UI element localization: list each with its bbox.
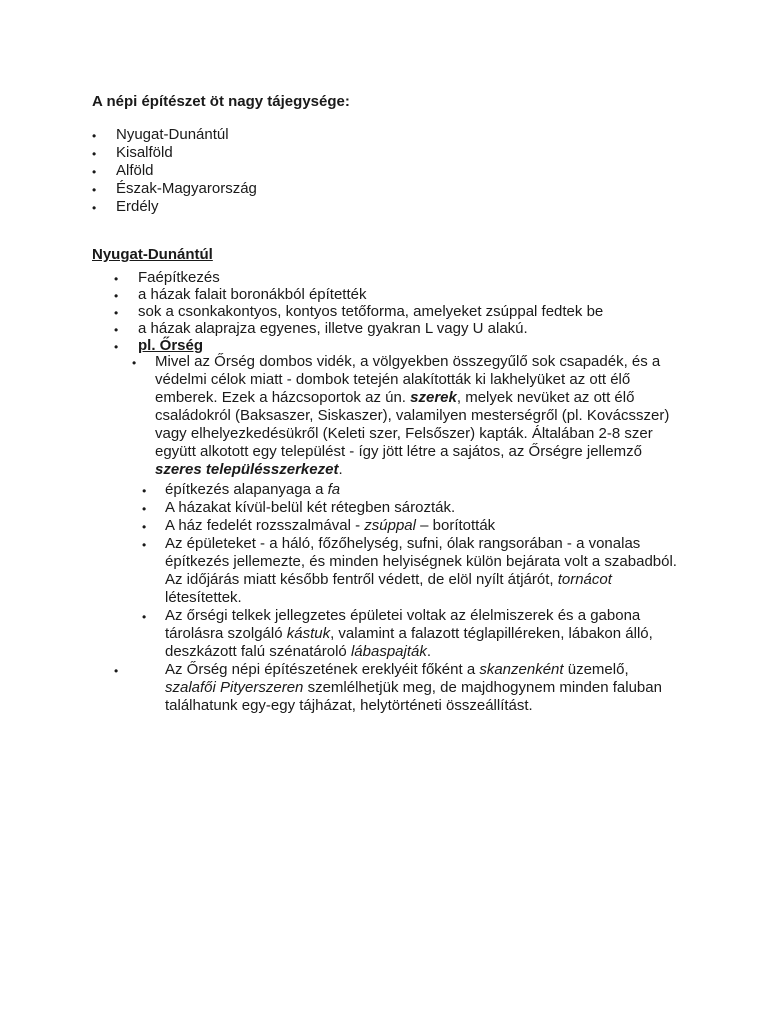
bullet-icon: • — [142, 484, 147, 498]
bullet-icon: • — [142, 502, 147, 516]
text-run: szemlélhetjük meg, de majdhogynem minden faluban találhatunk egy-egy tájházat, helytörténeti összeállítást. — [165, 679, 662, 714]
region-item: Nyugat-Dunántúl — [116, 126, 229, 143]
emphasis: szerek — [410, 389, 457, 406]
text-run: Az épületeket - a háló, főzőhelység, sufni, ólak rangsorában - a vonalas építkezés jellemezte, és minden helyiségnek külön bejárata volt a szabadból. Az időjárás miatt később fentről védett, de elöl nyílt átjárót, — [165, 535, 677, 588]
bullet-icon: • — [92, 201, 97, 215]
bullet-icon: • — [142, 610, 147, 624]
sub-item — [165, 535, 685, 607]
text-run: Az őrségi telkek jellegzetes épületei voltak az élelmiszerek és a gabona tárolásra szolgáló — [165, 607, 641, 642]
text-run: , valamint a falazott téglapilléreken, lábakon álló, deszkázott falú szénatároló — [165, 625, 653, 660]
orseg-paragraph — [155, 353, 675, 479]
region-item: Észak-Magyarország — [116, 180, 257, 197]
emphasis: lábaspajták — [350, 643, 427, 660]
section-point: Faépítkezés — [138, 269, 220, 286]
example-label: pl. Őrség — [138, 337, 204, 354]
bullet-icon: • — [132, 356, 137, 370]
bullet-icon: • — [114, 340, 119, 354]
emphasis: fa — [327, 481, 341, 498]
sub-item — [165, 499, 685, 517]
final-paragraph — [165, 661, 670, 715]
emphasis: zsúppal — [364, 517, 416, 534]
text-run: üzemelő, — [563, 661, 629, 678]
sub-item — [165, 607, 685, 661]
emphasis: kástuk — [286, 625, 331, 642]
region-item: Alföld — [116, 162, 154, 179]
bullet-icon: • — [142, 520, 147, 534]
text-run: A ház fedelét rozsszalmával - — [165, 517, 365, 534]
bullet-icon: • — [92, 165, 97, 179]
emphasis: tornácot — [557, 571, 612, 588]
bullet-icon: • — [114, 323, 119, 337]
section-point: a házak falait boronákból építették — [138, 286, 367, 303]
section-title: Nyugat-Dunántúl — [92, 246, 213, 263]
page-title: A népi építészet öt nagy tájegysége: — [92, 93, 350, 110]
text-run: , melyek nevüket az ott élő családokról (Baksaszer, Siskaszer), valamilyen mesterségről (pl. Kovácsszer) vagy elhelyezkedésükről (Keleti szer, Felsőszer) kapták. Általában 2-8 szer együtt alkotott egy települést - így jött létre a sajátos, az Őrségre jellemző — [155, 389, 670, 460]
bullet-icon: • — [114, 272, 119, 286]
text-run: építkezés alapanyaga a — [165, 481, 328, 498]
emphasis: skanzenként — [479, 661, 564, 678]
bullet-icon: • — [92, 183, 97, 197]
text-run: – borították — [415, 517, 496, 534]
text-run: Az Őrség népi építészetének ereklyéit főként a — [165, 661, 480, 678]
text-run: A házakat kívül-belül két rétegben sározták. — [165, 499, 456, 516]
emphasis: szalafői Pityerszeren — [165, 679, 304, 696]
section-point: sok a csonkakontyos, kontyos tetőforma, amelyeket zsúppal fedtek be — [138, 303, 604, 320]
region-item: Kisalföld — [116, 144, 173, 161]
region-item: Erdély — [116, 198, 159, 215]
bullet-icon: • — [142, 538, 147, 552]
bullet-icon: • — [92, 129, 97, 143]
bullet-icon: • — [114, 664, 119, 678]
text-run: . — [338, 461, 343, 478]
text-run: Mivel az Őrség dombos vidék, a völgyekben összegyűlő sok csapadék, és a védelmi célok miatt - dombok tetején alakították ki lakhelyüket az ott élő emberek. Ezek a házcsoportok az ún. — [155, 353, 661, 406]
bullet-icon: • — [114, 306, 119, 320]
bullet-icon: • — [114, 289, 119, 303]
sub-item — [165, 481, 685, 499]
sub-item — [165, 517, 685, 535]
emphasis: szeres településszerkezet — [155, 461, 339, 478]
text-run: létesítettek. — [165, 589, 242, 606]
text-run: . — [426, 643, 432, 660]
bullet-icon: • — [92, 147, 97, 161]
section-point: a házak alaprajza egyenes, illetve gyakran L vagy U alakú. — [138, 320, 528, 337]
